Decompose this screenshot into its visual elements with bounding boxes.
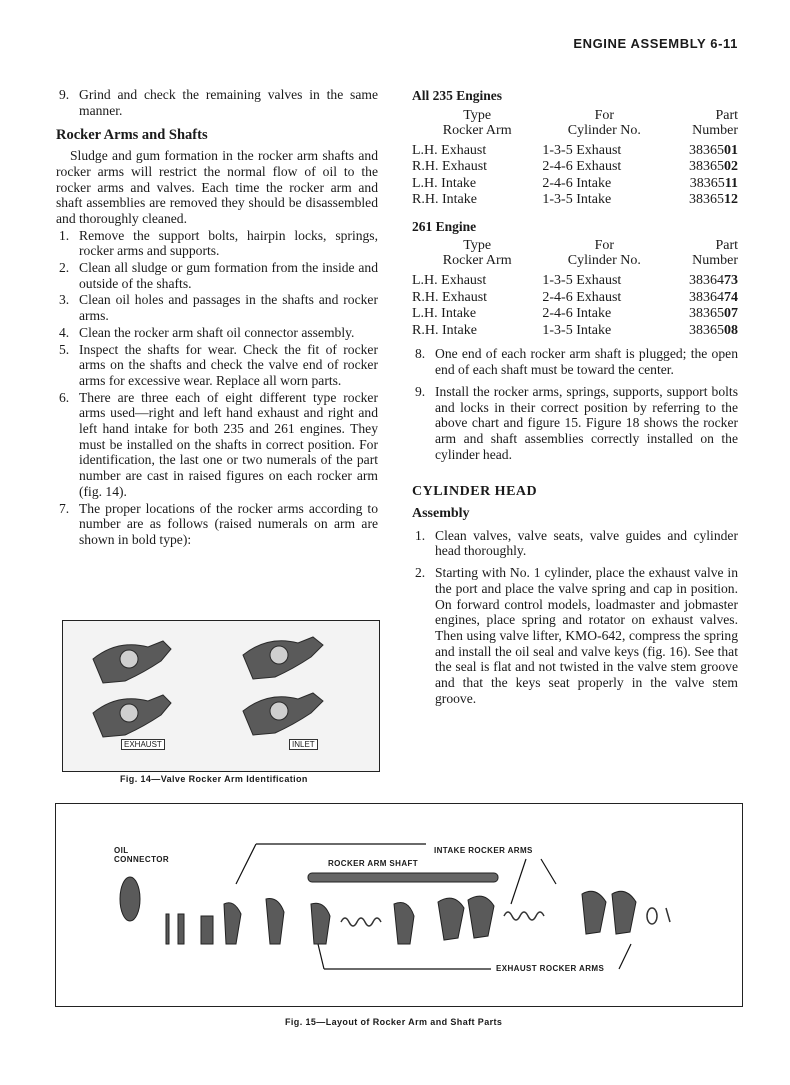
table-row — [412, 192, 738, 209]
part-bold: 73 — [724, 273, 738, 289]
table-row — [412, 143, 738, 160]
step-text: One end of each rocker arm shaft is plugged; the open end of each shaft must be toward the center. — [435, 346, 738, 378]
header-line: Cylinder No. — [567, 122, 641, 138]
header-line: Type — [463, 107, 492, 123]
part-prefix: 38364 — [689, 289, 724, 305]
type-cell: R.H. Exhaust — [412, 289, 488, 305]
intro-paragraph: Sludge and gum formation in the rocker arm shafts and rocker arms will restrict the normal flow of oil to the rocker arms and valves. Each time the rocker arm and shaft assemblies are removed they should be disassembled and thoroughly cleaned. — [56, 148, 378, 226]
table-row — [412, 176, 738, 193]
table-row — [412, 290, 738, 307]
part-prefix: 38365 — [689, 192, 724, 208]
page-header: ENGINE ASSEMBLY 6-11 — [573, 36, 738, 51]
header-line: Number — [692, 253, 738, 269]
part-bold: 02 — [724, 159, 738, 175]
section-title-rocker-arms: Rocker Arms and Shafts — [56, 127, 208, 144]
table-header — [412, 108, 738, 138]
step-text: There are three each of eight different type rocker arms used—right and left hand exhaust and right and left hand intake for both 235 and 261 engines. They must be installed on the shafts in correct position. For identification, the last one or two numerals of the part number are cast in raised figures on each rocker arm (fig. 14). — [79, 389, 378, 499]
step-item — [56, 325, 378, 341]
type-cell: R.H. Intake — [412, 192, 477, 208]
part-prefix: 38365 — [689, 159, 724, 175]
step-number: 4. — [59, 324, 70, 340]
type-cell: R.H. Exhaust — [412, 159, 488, 175]
step-text: Clean valves, valve seats, valve guides and cylinder head thoroughly. — [435, 527, 738, 559]
step-number: 7. — [59, 500, 70, 516]
part-bold: 12 — [724, 192, 738, 208]
left-column — [56, 86, 378, 549]
step-number: 5. — [59, 341, 70, 357]
rocker-arm-shaft-label: ROCKER ARM SHAFT — [328, 859, 419, 868]
step-text: Starting with No. 1 cylinder, place the exhaust valve in the port and place the valve spring and cap in position. On forward control models, loadmaster and jobmaster engines, place spring and rotator on exhaust valves. Then using valve lifter, KMO-642, compress the spring and install the oil seal and valve keys (fig. 16). See that the seal is flat and not twisted in the valve stem groove and that the keys seat properly in the valve stem groove. — [435, 565, 738, 706]
step-item — [56, 501, 378, 548]
cyl-cell: 2-4-6 Intake — [542, 175, 612, 191]
intake-rocker-arms-label: INTAKE ROCKER ARMS — [434, 846, 533, 855]
step-text: Install the rocker arms, springs, supports, support bolts and locks in their correct position by referring to the above chart and figure 15. Figure 18 shows the rocker arm and shaft assemblies correctly installed on the cylinder head. — [435, 383, 738, 462]
col-type-header — [412, 108, 542, 138]
col-for-header — [542, 108, 666, 138]
part-cell — [666, 323, 738, 340]
oil-label: OIL — [114, 846, 129, 855]
figure-14-rocker-arm-photo — [62, 620, 380, 772]
part-cell — [666, 159, 738, 176]
step-text: Clean all sludge or gum formation from the inside and outside of the shafts. — [79, 260, 378, 291]
step-text: Grind and check the remaining valves in the same manner. — [79, 87, 378, 118]
step-item — [56, 292, 378, 323]
header-line: For — [594, 238, 615, 254]
step-number: 6. — [59, 389, 70, 405]
part-prefix: 38365 — [689, 142, 724, 158]
step-item — [412, 565, 738, 706]
header-line: Cylinder No. — [567, 253, 641, 269]
step-item — [56, 260, 378, 291]
exhaust-rocker-arms-label: EXHAUST ROCKER ARMS — [496, 964, 605, 973]
step-text: Remove the support bolts, hairpin locks, springs, rocker arms and supports. — [79, 227, 378, 259]
header-line: For — [594, 107, 615, 123]
step-number: 2. — [59, 260, 70, 276]
part-bold: 08 — [724, 322, 738, 338]
right-column — [412, 86, 738, 707]
header-line: Rocker Arm — [442, 253, 512, 269]
col-type-header — [412, 238, 542, 268]
part-bold: 01 — [724, 142, 738, 158]
table-row — [412, 306, 738, 323]
part-cell — [666, 290, 738, 307]
col-for-header — [542, 238, 666, 268]
step-number: 1. — [415, 527, 426, 543]
step-number: 9. — [415, 383, 426, 399]
col-part-header — [666, 108, 738, 138]
table-row — [412, 159, 738, 176]
type-cell: L.H. Exhaust — [412, 142, 487, 158]
part-prefix: 38365 — [689, 322, 724, 338]
step-item — [56, 390, 378, 500]
step-item — [412, 384, 738, 463]
cyl-cell: 2-4-6 Exhaust — [542, 289, 622, 305]
engine-235-table — [412, 108, 738, 209]
part-prefix: 38365 — [689, 306, 724, 322]
step-item — [412, 346, 738, 377]
step-9-left — [56, 87, 378, 118]
step-number: 2. — [415, 565, 426, 581]
step-text: Inspect the shafts for wear. Check the fit of rocker arms on the shafts and check the valve end of rocker arms for excessive wear. Replace all worn parts. — [79, 341, 378, 388]
header-line: Number — [692, 122, 738, 138]
table-row — [412, 323, 738, 340]
table-row — [412, 273, 738, 290]
engine-261-table — [412, 238, 738, 339]
type-cell: L.H. Intake — [412, 175, 477, 191]
part-bold: 07 — [724, 306, 738, 322]
part-cell — [666, 192, 738, 209]
header-line: Part — [715, 107, 738, 123]
type-cell: R.H. Intake — [412, 322, 477, 338]
cyl-cell: 1-3-5 Intake — [542, 322, 612, 338]
engine-261-title: 261 Engine — [412, 218, 477, 234]
step-number: 3. — [59, 292, 70, 308]
step-item — [56, 228, 378, 259]
step-text: Clean oil holes and passages in the shafts and rocker arms. — [79, 292, 378, 324]
cyl-cell: 2-4-6 Intake — [542, 306, 612, 322]
connector-label: CONNECTOR — [114, 855, 170, 864]
figure-14-caption: Fig. 14—Valve Rocker Arm Identification — [120, 774, 308, 784]
part-bold: 11 — [724, 175, 738, 191]
type-cell: L.H. Exhaust — [412, 273, 487, 289]
part-prefix: 38365 — [689, 175, 725, 191]
header-line: Type — [463, 238, 492, 254]
rocker-arm-steps — [56, 228, 378, 548]
table-header — [412, 238, 738, 268]
exhaust-label: EXHAUST — [121, 739, 165, 750]
cyl-cell: 1-3-5 Intake — [542, 192, 612, 208]
part-cell — [666, 306, 738, 323]
cyl-cell: 1-3-5 Exhaust — [542, 142, 622, 158]
cyl-cell: 1-3-5 Exhaust — [542, 273, 622, 289]
engine-235-title: All 235 Engines — [412, 88, 503, 103]
step-number: 9. — [59, 87, 70, 102]
step-text: Clean the rocker arm shaft oil connector assembly. — [79, 324, 355, 340]
rocker-arm-photo-illustration — [63, 621, 379, 771]
figure-15-layout — [55, 803, 743, 1007]
cyl-cell: 2-4-6 Exhaust — [542, 159, 622, 175]
assembly-title: Assembly — [412, 506, 470, 522]
step-item — [412, 528, 738, 559]
part-bold: 74 — [724, 289, 738, 305]
type-cell: L.H. Intake — [412, 306, 477, 322]
step-text: The proper locations of the rocker arms according to number are as follows (raised numerals on arm are shown in bold type): — [79, 500, 378, 547]
part-prefix: 38364 — [689, 273, 724, 289]
figure-15-caption: Fig. 15—Layout of Rocker Arm and Shaft Parts — [285, 1017, 503, 1027]
inlet-label: INLET — [289, 739, 318, 750]
header-line: Rocker Arm — [442, 122, 512, 138]
step-number: 8. — [415, 346, 426, 362]
part-cell — [666, 273, 738, 290]
step-number: 1. — [59, 227, 70, 243]
step-item — [56, 342, 378, 389]
header-line: Part — [715, 238, 738, 254]
rocker-shaft-parts-illustration — [56, 804, 742, 1006]
part-cell — [666, 143, 738, 160]
cylinder-head-title: CYLINDER HEAD — [412, 484, 538, 500]
col-part-header — [666, 238, 738, 268]
part-cell — [666, 176, 738, 193]
